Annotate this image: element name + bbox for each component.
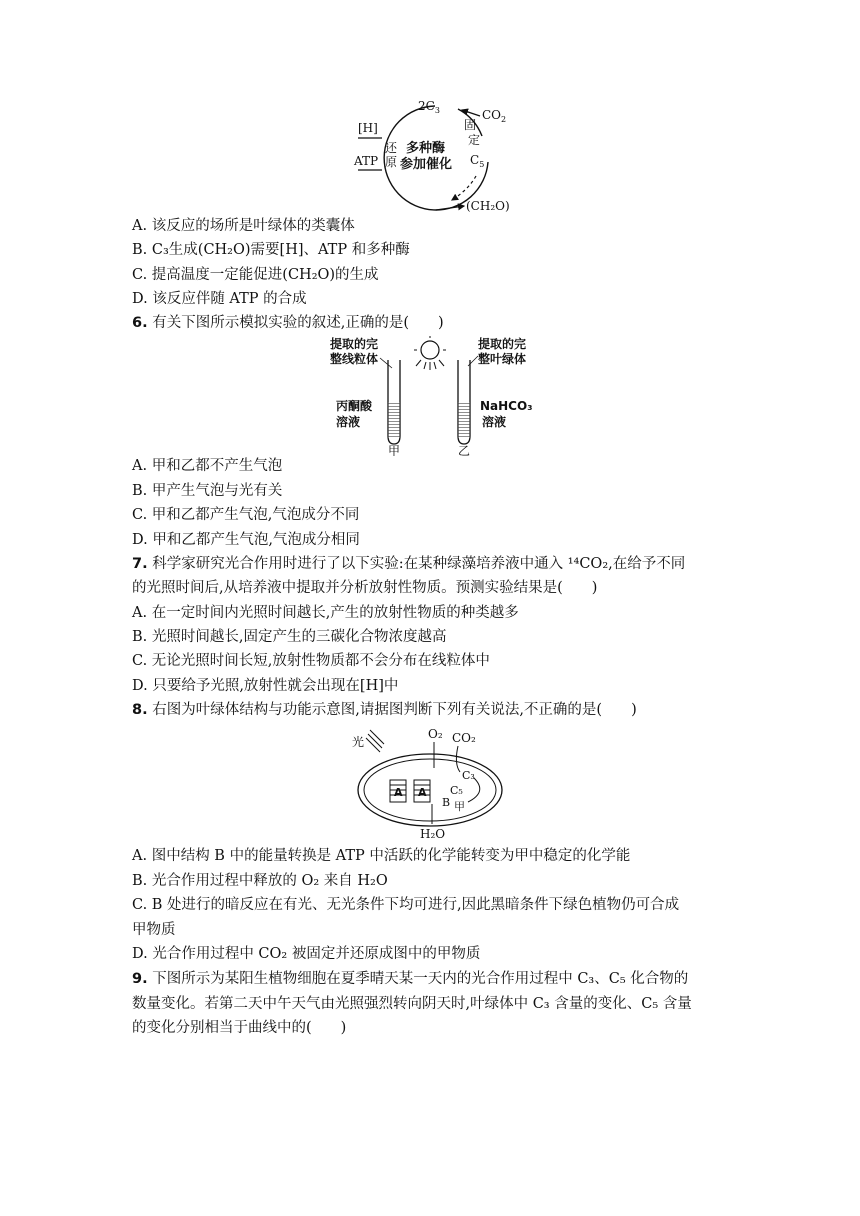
question-number: 9. (132, 971, 148, 987)
q7-stem-line-2: 的光照时间后,从培养液中提取并分析放射性物质。预测实验结果是( ) (132, 580, 598, 596)
question-number: 8. (132, 702, 148, 718)
q8-stem (132, 700, 637, 720)
chloroplast-diagram (350, 724, 510, 844)
atp-label: ATP (354, 154, 379, 168)
q6-option-d: D. 甲和乙都产生气泡,气泡成分相同 (132, 532, 360, 548)
reduce-label-1: 还 (385, 141, 398, 155)
left-solution-label-1: 丙酮酸 (336, 399, 373, 413)
enzyme-label-1: 多种酶 (406, 141, 446, 156)
q5-option-c: C. 提高温度一定能促进(CH₂O)的生成 (132, 267, 379, 283)
question-stem: 右图为叶绿体结构与功能示意图,请据图判断下列有关说法,不正确的是( ) (152, 702, 637, 718)
light-label: 光 (352, 735, 365, 749)
c3-label: C₃ (462, 769, 475, 782)
q6-option-b: B. 甲产生气泡与光有关 (132, 483, 283, 499)
left-top-label-2: 整线粒体 (330, 352, 379, 366)
q5-option-a: A. 该反应的场所是叶绿体的类囊体 (132, 218, 355, 234)
right-top-label-1: 提取的完 (478, 337, 527, 351)
left-top-label-1: 提取的完 (330, 337, 379, 351)
q8-option-a: A. 图中结构 B 中的能量转换是 ATP 中活跃的化学能转变为甲中稳定的化学能 (132, 848, 631, 864)
right-top-label-2: 整叶绿体 (478, 352, 527, 366)
o2-label: O₂ (428, 727, 443, 741)
right-solution-label-2: 溶液 (482, 415, 507, 429)
tube-a-label: 甲 (388, 444, 401, 456)
q8-option-d: D. 光合作用过程中 CO₂ 被固定并还原成图中的甲物质 (132, 946, 481, 962)
question-stem: 有关下图所示模拟实验的叙述,正确的是( ) (152, 315, 444, 331)
q6-stem (132, 313, 444, 333)
enzyme-label-2: 参加催化 (400, 157, 453, 172)
q7-option-b: B. 光照时间越长,固定产生的三碳化合物浓度越高 (132, 629, 447, 645)
q7-stem-line-1 (132, 554, 685, 574)
h2o-label: H₂O (420, 827, 446, 841)
q8-option-b: B. 光合作用过程中释放的 O₂ 来自 H₂O (132, 873, 388, 889)
h-label: [H] (358, 121, 378, 135)
left-solution-label-2: 溶液 (336, 415, 361, 429)
question-stem: 科学家研究光合作用时进行了以下实验:在某种绿藻培养液中通入 ¹⁴CO₂,在给予不同 (152, 556, 686, 572)
tube-b-label: 乙 (458, 444, 471, 456)
q8-option-c: C. B 处进行的暗反应在有光、无光条件下均可进行,因此黑暗条件下绿色植物仍可合成 (132, 897, 680, 913)
c3-label: $2C_3$ (418, 99, 440, 115)
ch2o-arrow (436, 206, 464, 210)
q8-option-c-continued: 甲物质 (132, 922, 176, 938)
q9-stem-line-3: 的变化分别相当于曲线中的( ) (132, 1020, 347, 1036)
ch2o-label: (CH₂O) (466, 199, 510, 213)
fix-label-1: 固 (464, 118, 477, 132)
co2-label: CO₂ (452, 731, 476, 745)
b-label: B (442, 796, 451, 809)
fix-label-2: 定 (468, 133, 481, 147)
question-number: 6. (132, 315, 148, 331)
sun-icon (414, 336, 446, 370)
q9-stem-line-2: 数量变化。若第二天中午天气由光照强烈转向阴天时,叶绿体中 C₃ 含量的变化、C₅ 含量 (132, 996, 692, 1012)
dashed-arrow (452, 176, 476, 200)
q5-option-b: B. C₃生成(CH₂O)需要[H]、ATP 和多种酶 (132, 242, 410, 258)
q6-option-a: A. 甲和乙都不产生气泡 (132, 458, 283, 474)
c5-label: C₅ (450, 784, 463, 797)
q7-option-a: A. 在一定时间内光照时间越长,产生的放射性物质的种类越多 (132, 605, 519, 621)
reduce-label-2: 原 (385, 155, 398, 169)
q6-option-c: C. 甲和乙都产生气泡,气泡成分不同 (132, 507, 360, 523)
question-number: 7. (132, 556, 148, 572)
q9-stem-line-1 (132, 969, 688, 989)
c5-label: $C_5$ (470, 153, 485, 169)
tube-experiment-diagram (330, 336, 540, 456)
jia-label: 甲 (454, 800, 465, 813)
co2-label: $CO_2$ (482, 108, 507, 124)
grana-label-a1: A (394, 786, 403, 799)
q7-option-d: D. 只要给予光照,放射性就会出现在[H]中 (132, 678, 399, 694)
question-stem: 下图所示为某阳生植物细胞在夏季晴天某一天内的光合作用过程中 C₃、C₅ 化合物的 (152, 971, 689, 987)
q5-option-d: D. 该反应伴随 ATP 的合成 (132, 291, 307, 307)
calvin-cycle-diagram (340, 94, 540, 218)
q7-option-c: C. 无论光照时间长短,放射性物质都不会分布在线粒体中 (132, 653, 490, 669)
grana-label-a2: A (418, 786, 427, 799)
right-solution-label-1: NaHCO₃ (480, 399, 533, 413)
